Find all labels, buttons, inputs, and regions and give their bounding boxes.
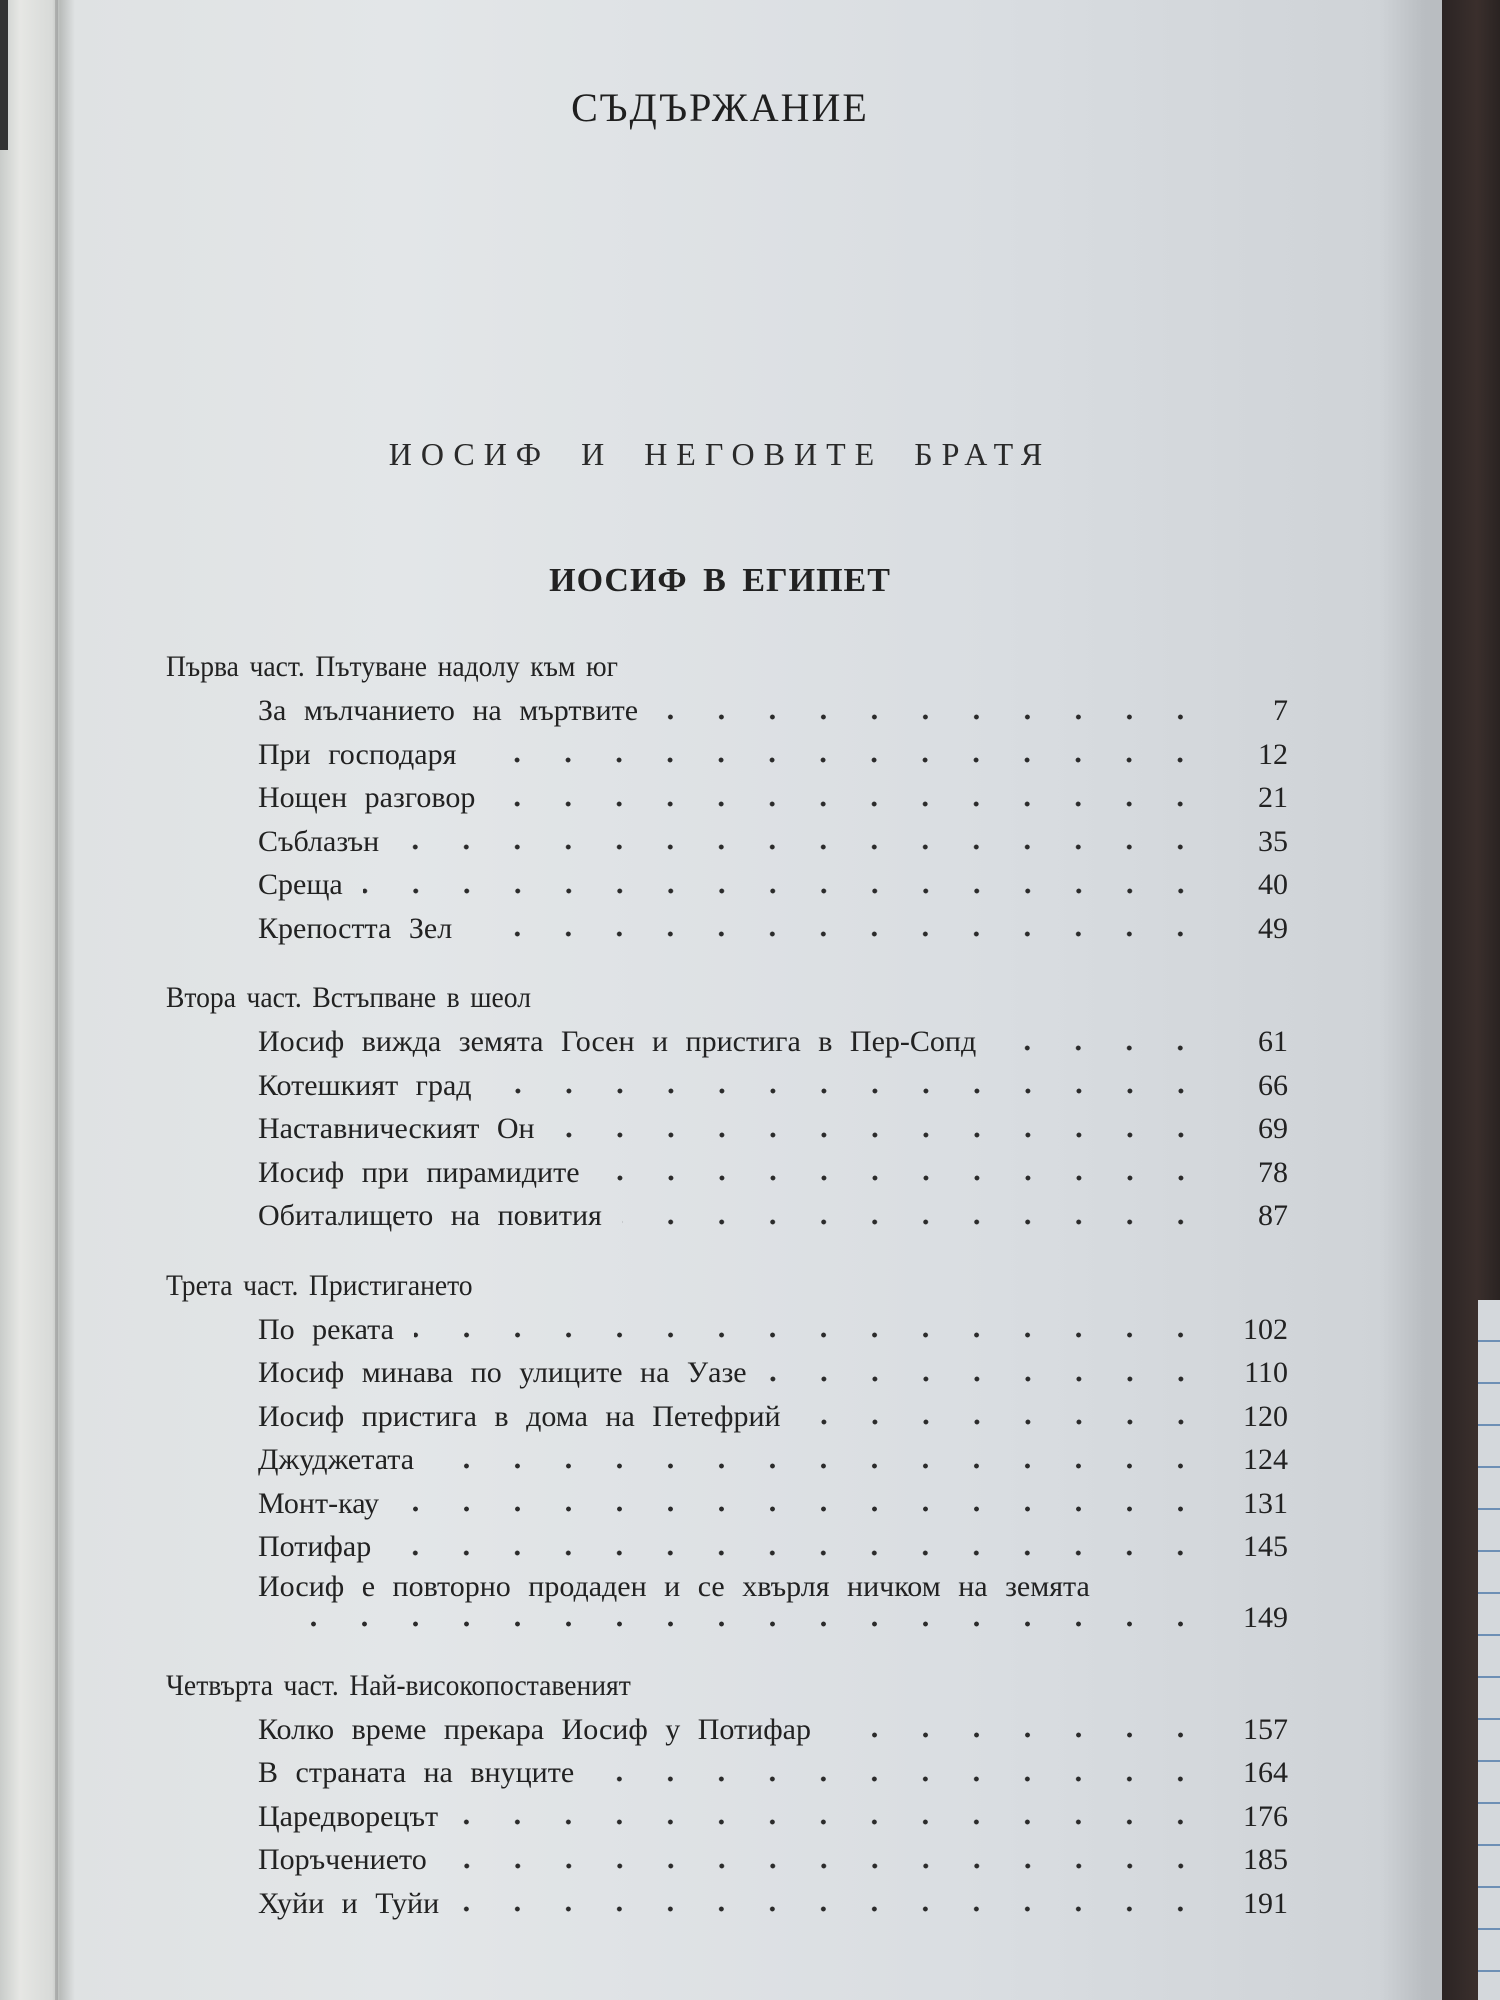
- dot-leader: [600, 1173, 1206, 1183]
- dot-leader: [434, 1461, 1206, 1471]
- entry-title: Нощен разговор: [258, 781, 476, 814]
- toc-entry: [166, 1020, 1288, 1064]
- toc-entry: [166, 1795, 1288, 1839]
- entry-leader-row: [258, 1598, 1288, 1638]
- entry-page-number: 21: [1258, 781, 1288, 814]
- entry-page-number: 35: [1258, 824, 1288, 858]
- part-title: Четвърта част. Най-високопоставеният: [166, 1668, 631, 1702]
- dot-leader: [391, 1548, 1206, 1558]
- dot-leader: [459, 1904, 1206, 1914]
- toc-part: [166, 1264, 1288, 1638]
- dot-leader: [767, 1374, 1206, 1384]
- toc-entry: [166, 1064, 1288, 1108]
- entry-title: При господаря: [258, 737, 457, 771]
- entry-title: Наставническият Он: [258, 1112, 535, 1145]
- toc-entry: [166, 820, 1288, 864]
- toc-entry: [166, 1751, 1288, 1795]
- entry-page-number: 164: [1243, 1756, 1288, 1789]
- toc-part: [166, 1664, 1288, 1926]
- dot-leader: [492, 1086, 1206, 1096]
- entry-title: Обиталището на повития: [258, 1199, 602, 1232]
- dot-leader: [447, 1861, 1206, 1871]
- page-title: СЪДЪРЖАНИЕ: [571, 85, 869, 130]
- entry-title: Иосиф пристига в дома на Петефрий: [258, 1399, 781, 1433]
- dot-leader: [278, 1619, 1206, 1629]
- dot-leader: [458, 1817, 1206, 1827]
- entry-title: Джуджетата: [258, 1443, 415, 1476]
- toc-entry: [166, 1308, 1288, 1352]
- dot-leader: [594, 1774, 1206, 1784]
- dot-leader: [801, 1417, 1206, 1427]
- dot-leader: [476, 755, 1206, 765]
- entry-title: Крепостта Зел: [258, 911, 453, 945]
- dot-leader: [622, 1217, 1206, 1227]
- toc-entry: [166, 776, 1288, 820]
- entry-page-number: 176: [1243, 1799, 1288, 1833]
- entry-title: Царедворецът: [258, 1799, 439, 1833]
- entry-page-number: 145: [1243, 1530, 1288, 1563]
- entry-title: Иосиф при пирамидите: [258, 1155, 580, 1189]
- table-of-contents: [166, 645, 1288, 1925]
- entry-title: Иосиф минава по улиците на Уазе: [258, 1356, 747, 1389]
- toc-entry: [166, 1438, 1288, 1482]
- entry-title: Съблазън: [258, 824, 380, 858]
- entry-title: Иосиф вижда земята Госен и пристига в Пер-Сопд: [258, 1025, 977, 1058]
- entry-page-number: 131: [1243, 1486, 1288, 1520]
- toc-entry: [166, 1569, 1288, 1638]
- entry-page-number: 7: [1273, 694, 1288, 727]
- dot-leader: [495, 799, 1206, 809]
- entry-page-number: 61: [1258, 1025, 1288, 1058]
- entry-title: Монт-кау: [258, 1486, 379, 1520]
- toc-part: [166, 645, 1288, 950]
- entry-page-number: 191: [1243, 1886, 1288, 1920]
- toc-entry: [166, 1151, 1288, 1195]
- dot-leader: [363, 886, 1206, 896]
- toc-entry: [166, 907, 1288, 951]
- toc-entry: [166, 1194, 1288, 1238]
- entry-page-number: 12: [1258, 737, 1288, 771]
- toc-entry: [166, 863, 1288, 907]
- entry-page-number: 185: [1243, 1843, 1288, 1876]
- part-title: Втора част. Встъпване в шеол: [166, 981, 531, 1014]
- toc-entry: [166, 1525, 1288, 1569]
- part-title: Първа част. Пътуване надолу към юг: [166, 650, 618, 683]
- entry-title: Потифар: [258, 1530, 372, 1563]
- toc-entry: [166, 1482, 1288, 1526]
- dot-leader: [831, 1730, 1206, 1740]
- toc-entry: [166, 1107, 1288, 1151]
- dot-leader: [414, 1330, 1206, 1340]
- book-spine: [55, 0, 58, 2000]
- entry-page-number: 87: [1258, 1199, 1288, 1232]
- entry-page-number: 69: [1258, 1112, 1288, 1145]
- toc-entry: [166, 733, 1288, 777]
- entry-title: Среща: [258, 868, 343, 901]
- entry-page-number: 120: [1243, 1399, 1288, 1433]
- toc-entry: [166, 689, 1288, 733]
- entry-page-number: 124: [1243, 1443, 1288, 1476]
- book-title: ИОСИФ В ЕГИПЕТ: [549, 562, 891, 599]
- work-title: ИОСИФ И НЕГОВИТЕ БРАТЯ: [388, 436, 1052, 472]
- toc-entry: [166, 1708, 1288, 1752]
- dot-leader: [472, 929, 1206, 939]
- toc-entry: [166, 1882, 1288, 1926]
- toc-part: [166, 976, 1288, 1238]
- entry-page-number: 78: [1258, 1155, 1288, 1189]
- entry-page-number: 149: [1243, 1600, 1288, 1634]
- entry-page-number: 157: [1243, 1712, 1288, 1746]
- entry-page-number: 66: [1258, 1068, 1288, 1102]
- entry-title: За мълчанието на мъртвите: [258, 694, 639, 727]
- dot-leader: [996, 1043, 1206, 1053]
- entry-title: Иосиф е повторно продаден и се хвърля ничком на земята: [258, 1569, 1090, 1603]
- entry-title: Поръчението: [258, 1843, 427, 1876]
- entry-title: По реката: [258, 1312, 394, 1346]
- entry-page-number: 49: [1258, 911, 1288, 945]
- dot-leader: [399, 1504, 1206, 1514]
- dot-leader: [399, 842, 1206, 852]
- toc-entry: [166, 1395, 1288, 1439]
- part-title: Трета част. Пристигането: [166, 1268, 473, 1302]
- dot-leader: [555, 1130, 1206, 1140]
- notebook-paper-edge: [1478, 1300, 1500, 2000]
- entry-title: В страната на внуците: [258, 1756, 575, 1789]
- entry-title: Колко време прекара Иосиф у Потифар: [258, 1712, 811, 1746]
- entry-page-number: 40: [1258, 868, 1288, 901]
- entry-page-number: 102: [1243, 1312, 1288, 1346]
- entry-title: Хуйи и Туйи: [258, 1886, 440, 1920]
- entry-page-number: 110: [1244, 1356, 1288, 1389]
- entry-title: Котешкият град: [258, 1068, 472, 1102]
- dot-leader: [658, 712, 1206, 722]
- toc-entry: [166, 1351, 1288, 1395]
- toc-entry: [166, 1838, 1288, 1882]
